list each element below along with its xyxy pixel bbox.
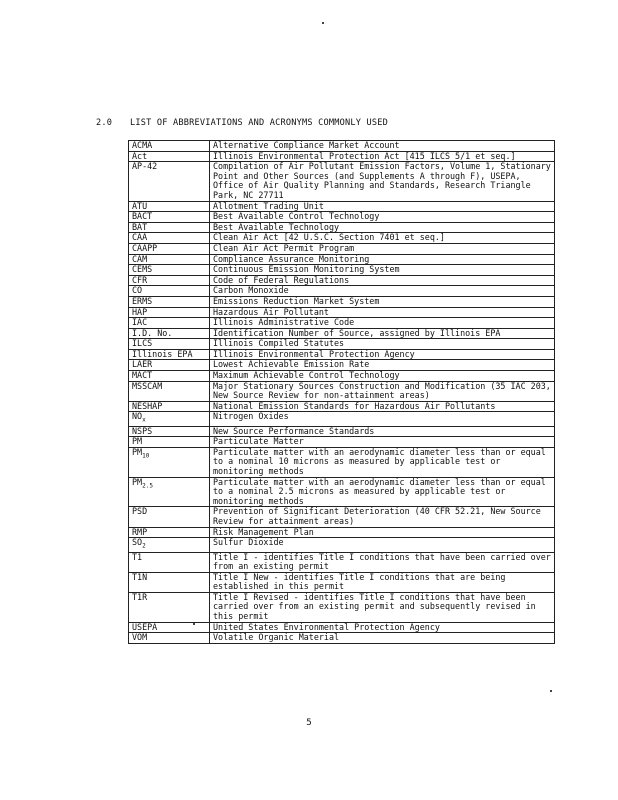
table-row bbox=[129, 201, 555, 212]
abbreviation-definition: Lowest Achievable Emission Rate bbox=[210, 360, 555, 371]
table-row bbox=[129, 552, 555, 572]
abbreviation-definition: Particulate matter with an aerodynamic diameter less than or equal to a nominal 2.5 microns as measured by applicable test or monitoring methods bbox=[210, 477, 555, 507]
abbreviation-term: ACMA bbox=[129, 141, 210, 152]
abbreviation-term: HAP bbox=[129, 307, 210, 318]
table-row bbox=[129, 286, 555, 297]
term-subscript: 2 bbox=[142, 542, 146, 550]
abbreviation-definition: Particulate Matter bbox=[210, 437, 555, 448]
table-row bbox=[129, 437, 555, 448]
term-main: PM bbox=[132, 447, 143, 457]
abbreviation-definition: Identification Number of Source, assigned by Illinois EPA bbox=[210, 328, 555, 339]
abbreviation-definition: Illinois Environmental Protection Act [415 ILCS 5/1 et seq.] bbox=[210, 151, 555, 162]
table-row bbox=[129, 401, 555, 412]
abbreviation-definition: Emissions Reduction Market System bbox=[210, 296, 555, 307]
abbreviation-definition: Continuous Emission Monitoring System bbox=[210, 265, 555, 276]
abbreviation-definition: Title I - identifies Title I conditions that have been carried over from an existing permit bbox=[210, 552, 555, 572]
abbreviation-definition: Particulate matter with an aerodynamic diameter less than or equal to a nominal 10 microns as measured by applicable test or monitoring methods bbox=[210, 447, 555, 477]
table-row bbox=[129, 538, 555, 552]
abbreviation-term: T1N bbox=[129, 572, 210, 592]
abbreviation-definition: Major Stationary Sources Construction and Modification (35 IAC 203, New Source Review for non-attainment areas) bbox=[210, 381, 555, 401]
table-row bbox=[129, 296, 555, 307]
abbreviation-term: MACT bbox=[129, 371, 210, 382]
table-row bbox=[129, 141, 555, 152]
table-row bbox=[129, 371, 555, 382]
abbreviation-term: PM bbox=[129, 437, 210, 448]
scan-speck bbox=[322, 22, 324, 24]
table-row bbox=[129, 633, 555, 644]
table-row bbox=[129, 572, 555, 592]
abbreviation-term: Act bbox=[129, 151, 210, 162]
abbreviation-definition: Illinois Environmental Protection Agency bbox=[210, 349, 555, 360]
table-row bbox=[129, 151, 555, 162]
abbreviation-definition: Carbon Monoxide bbox=[210, 286, 555, 297]
scan-speck bbox=[193, 623, 195, 625]
abbreviation-definition: Best Available Control Technology bbox=[210, 212, 555, 223]
abbreviation-term: I.D. No. bbox=[129, 328, 210, 339]
abbreviation-term: VOM bbox=[129, 633, 210, 644]
table-row bbox=[129, 318, 555, 329]
abbreviation-term: T1 bbox=[129, 552, 210, 572]
table-row bbox=[129, 592, 555, 622]
abbreviation-term: BAT bbox=[129, 222, 210, 233]
abbreviation-term: ERMS bbox=[129, 296, 210, 307]
abbreviation-term: NESHAP bbox=[129, 401, 210, 412]
table-row bbox=[129, 412, 555, 426]
term-main: PM bbox=[132, 477, 143, 487]
term-subscript: x bbox=[142, 417, 146, 425]
abbreviation-definition: Title I New - identifies Title I conditions that are being established in this permit bbox=[210, 572, 555, 592]
abbreviation-term: NSPS bbox=[129, 426, 210, 437]
abbreviation-term: ATU bbox=[129, 201, 210, 212]
abbreviation-definition: Title I Revised - identifies Title I conditions that have been carried over from an existing permit and subsequently revised in this permit bbox=[210, 592, 555, 622]
section-heading bbox=[96, 118, 388, 128]
term-main: SO bbox=[132, 537, 143, 548]
abbreviation-term: AP-42 bbox=[129, 162, 210, 201]
abbreviation-definition: Code of Federal Regulations bbox=[210, 275, 555, 286]
abbreviations-table-body bbox=[129, 141, 555, 644]
abbreviation-definition: Sulfur Dioxide bbox=[210, 538, 555, 552]
scan-speck bbox=[550, 690, 552, 692]
table-row bbox=[129, 307, 555, 318]
abbreviation-definition: Prevention of Significant Deterioration (40 CFR 52.21, New Source Review for attainment areas) bbox=[210, 507, 555, 527]
table-row bbox=[129, 426, 555, 437]
abbreviation-definition: Nitrogen Oxides bbox=[210, 412, 555, 426]
abbreviation-definition: Maximum Achievable Control Technology bbox=[210, 371, 555, 382]
abbreviation-term: CAA bbox=[129, 233, 210, 244]
abbreviation-definition: United States Environmental Protection Agency bbox=[210, 622, 555, 633]
table-row bbox=[129, 222, 555, 233]
abbreviation-definition: Alternative Compliance Market Account bbox=[210, 141, 555, 152]
abbreviation-term: MSSCAM bbox=[129, 381, 210, 401]
table-row bbox=[129, 233, 555, 244]
abbreviation-term: CEMS bbox=[129, 265, 210, 276]
abbreviation-term: USEPA bbox=[129, 622, 210, 633]
section-number: 2.0 bbox=[96, 118, 113, 128]
abbreviation-definition: New Source Performance Standards bbox=[210, 426, 555, 437]
abbreviation-definition: Compilation of Air Pollutant Emission Factors, Volume 1, Stationary Point and Other Sources (and Supplements A through F), USEPA, Office of Air Quality Planning and Standards, Research Triangle Park, NC 27711 bbox=[210, 162, 555, 201]
abbreviation-term: Illinois EPA bbox=[129, 349, 210, 360]
abbreviation-definition: National Emission Standards for Hazardous Air Pollutants bbox=[210, 401, 555, 412]
abbreviation-term: LAER bbox=[129, 360, 210, 371]
abbreviation-term bbox=[129, 538, 210, 552]
abbreviation-definition: Hazardous Air Pollutant bbox=[210, 307, 555, 318]
table-row bbox=[129, 243, 555, 254]
abbreviation-definition: Illinois Compiled Statutes bbox=[210, 339, 555, 350]
table-row bbox=[129, 381, 555, 401]
table-row bbox=[129, 507, 555, 527]
abbreviation-term bbox=[129, 477, 210, 507]
abbreviation-term: BACT bbox=[129, 212, 210, 223]
section-title: LIST OF ABBREVIATIONS AND ACRONYMS COMMONLY USED bbox=[130, 118, 388, 128]
abbreviation-term: ILCS bbox=[129, 339, 210, 350]
abbreviation-definition: Compliance Assurance Monitoring bbox=[210, 254, 555, 265]
table-row bbox=[129, 265, 555, 276]
table-row bbox=[129, 360, 555, 371]
table-row bbox=[129, 477, 555, 507]
abbreviation-term: RMP bbox=[129, 527, 210, 538]
abbreviation-term bbox=[129, 447, 210, 477]
abbreviation-term: CAAPP bbox=[129, 243, 210, 254]
abbreviation-definition: Illinois Administrative Code bbox=[210, 318, 555, 329]
table-row bbox=[129, 328, 555, 339]
abbreviation-term: CAM bbox=[129, 254, 210, 265]
abbreviation-term: T1R bbox=[129, 592, 210, 622]
table-row bbox=[129, 339, 555, 350]
table-row bbox=[129, 527, 555, 538]
term-subscript: 2.5 bbox=[142, 482, 153, 490]
abbreviation-term: IAC bbox=[129, 318, 210, 329]
page-number: 5 bbox=[306, 718, 312, 728]
term-subscript: 10 bbox=[142, 452, 150, 460]
table-row bbox=[129, 212, 555, 223]
abbreviation-term: PSD bbox=[129, 507, 210, 527]
abbreviation-definition: Best Available Technology bbox=[210, 222, 555, 233]
abbreviation-definition: Risk Management Plan bbox=[210, 527, 555, 538]
table-row bbox=[129, 254, 555, 265]
abbreviation-definition: Allotment Trading Unit bbox=[210, 201, 555, 212]
table-row bbox=[129, 275, 555, 286]
table-row bbox=[129, 447, 555, 477]
abbreviation-term: CO bbox=[129, 286, 210, 297]
abbreviation-definition: Volatile Organic Material bbox=[210, 633, 555, 644]
term-main: NO bbox=[132, 411, 143, 422]
abbreviation-term bbox=[129, 412, 210, 426]
abbreviations-table bbox=[128, 140, 555, 644]
abbreviation-definition: Clean Air Act Permit Program bbox=[210, 243, 555, 254]
abbreviation-term: CFR bbox=[129, 275, 210, 286]
abbreviation-definition: Clean Air Act [42 U.S.C. Section 7401 et seq.] bbox=[210, 233, 555, 244]
table-row bbox=[129, 349, 555, 360]
table-row bbox=[129, 162, 555, 201]
